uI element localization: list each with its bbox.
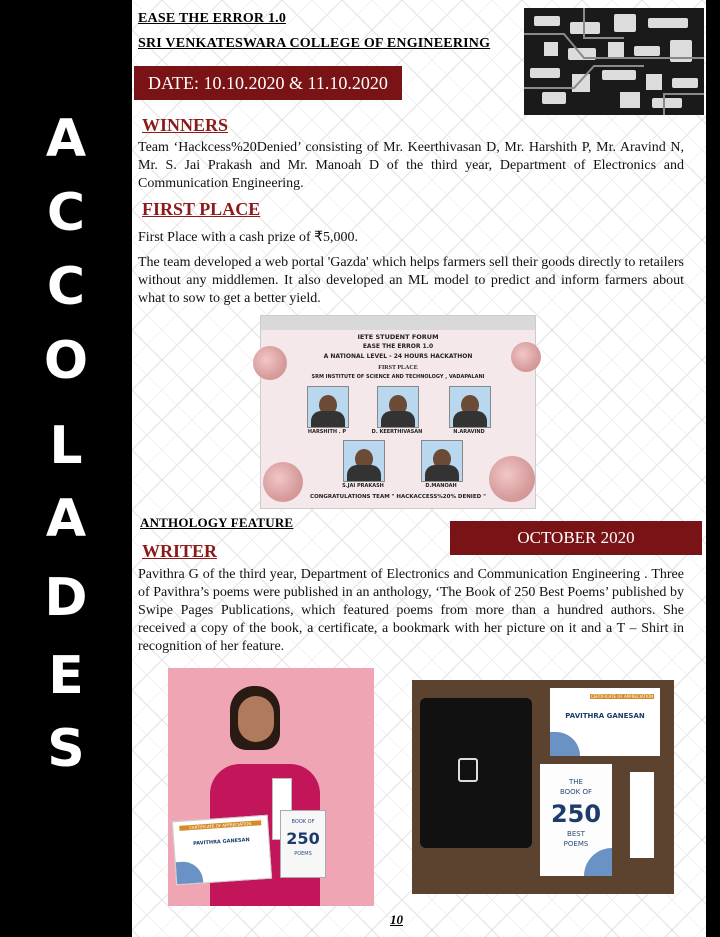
page-number: 10 (390, 912, 403, 927)
member-photo (421, 440, 463, 482)
member-name: D.MANOAH (425, 483, 457, 489)
certificate: CERTIFICATE OF APPRECIATION PAVITHRA GANESAN (550, 688, 660, 756)
book: BOOK OF 250 POEMS (280, 810, 326, 878)
poster-forum: IETE STUDENT FORUM (357, 333, 439, 341)
poster-subtitle: A NATIONAL LEVEL - 24 HOURS HACKATHON (323, 353, 473, 360)
member-name: HARSHITH . P (307, 429, 347, 435)
member-name: S.JAI PRAKASH (342, 483, 384, 489)
hackathon-poster (260, 315, 536, 509)
first-place-description: The team developed a web portal 'Gazda' which helps farmers sell their goods directly to retailers without any middlemen. It also developed an ML model to predict and inform farmers about what to sow to get a better yield. (138, 255, 684, 306)
sidebar-letter: A (45, 489, 87, 549)
student-photo (168, 668, 374, 906)
writer-heading: WRITER (142, 541, 218, 561)
member-photo (449, 386, 491, 428)
member-photo (343, 440, 385, 482)
college-name: SRI VENKATESWARA COLLEGE OF ENGINEERING (138, 36, 491, 51)
prizes-photo (412, 680, 674, 894)
anthology-text: Pavithra G of the third year, Department of Electronics and Communication Engineering . Three of Pavithra’s poems were published in an anthology, ‘The Book of 250 Best Poems’ published by Swipe Pages Publications, which featured poems from more than a hundred authors. She received a copy of the book, a certificate, a bookmark with her picture on it and a T – Shirt in recognition of her feature. (138, 567, 684, 654)
page (132, 0, 706, 937)
bookmark (630, 772, 654, 858)
event-name: EASE THE ERROR 1.0 (138, 11, 287, 26)
anthology-heading: ANTHOLOGY FEATURE (140, 515, 294, 530)
book: THE BOOK OF 250 BEST POEMS (540, 764, 612, 876)
winners-heading: WINNERS (142, 115, 229, 135)
sidebar-letter: D (44, 568, 88, 628)
first-place-prize: First Place with a cash prize of ₹5,000. (138, 230, 359, 245)
member-photo (307, 386, 349, 428)
winners-text: Team ‘Hackcess%20Denied’ consisting of Mr. Keerthivasan D, Mr. Harshith P, Mr. Aravind N, Mr. S. Jai Prakash and Mr. Manoah D of the third year, Department of Electronics and Communication Engineering. (138, 140, 684, 191)
sidebar-letter: E (48, 646, 84, 706)
face (238, 696, 274, 742)
circuit-board-image (524, 8, 704, 115)
sponsor-logos-strip (261, 316, 535, 330)
member-name: D. KEERTHIVASAN (371, 429, 423, 435)
sidebar-letter: C (46, 183, 86, 243)
tshirt (420, 698, 532, 848)
member-photo (377, 386, 419, 428)
sidebar (0, 0, 132, 937)
right-border (706, 0, 720, 937)
poster-event: EASE THE ERROR 1.0 (362, 343, 434, 350)
event-date-badge: DATE: 10.10.2020 & 11.10.2020 (134, 66, 402, 100)
sidebar-letter: A (45, 109, 87, 169)
member-name: N.ARAVIND (453, 429, 485, 435)
poster-award: FIRST PLACE (378, 365, 418, 371)
anthology-date-badge: OCTOBER 2020 (450, 521, 702, 555)
poster-congrats: CONGRATULATIONS TEAM " HACKACCESS%20% DENIED " (310, 494, 486, 500)
certificate: CERTIFICATE OF APPRECIATION PAVITHRA GANESAN (172, 815, 272, 886)
sidebar-letter: L (49, 416, 83, 476)
sidebar-letter: C (46, 257, 86, 317)
first-place-heading: FIRST PLACE (142, 199, 261, 219)
sidebar-letter: S (47, 719, 85, 779)
sidebar-letter: O (43, 331, 89, 391)
poster-institute: SRM INSTITUTE OF SCIENCE AND TECHNOLOGY , VADAPALANI (311, 374, 485, 380)
